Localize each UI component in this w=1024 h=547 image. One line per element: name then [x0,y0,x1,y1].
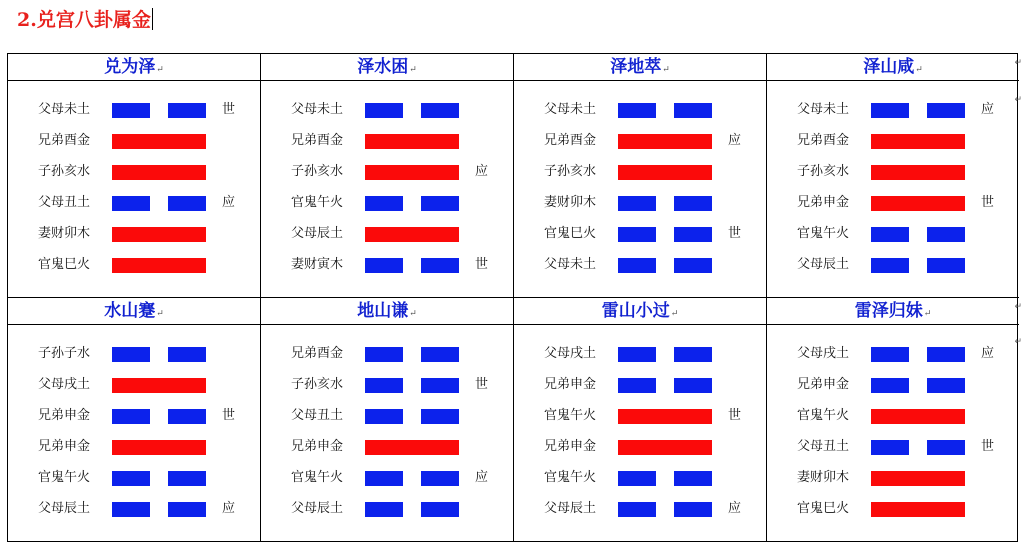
yao-line [261,500,513,518]
yao-label: 妻财寅木 [291,257,344,272]
hexagram-title [767,54,1019,81]
yin-bar-segment [168,196,206,211]
yin-bar-segment [674,471,712,486]
yao-line [767,469,1019,487]
yin-bar-segment [674,196,712,211]
yao-line [8,469,260,487]
yao-label: 父母未土 [544,102,597,117]
yin-bar-segment [168,471,206,486]
yin-bar-segment [112,471,150,486]
yao-line [8,256,260,274]
hexagram-name: 兑为泽 [104,57,156,77]
paragraph-mark: ↵ [409,65,417,75]
yao-label: 父母未土 [38,102,91,117]
yang-bar [871,165,965,180]
hexagram-name: 雷山小过 [601,301,670,321]
cell-end-mark: ↵ [1014,337,1022,347]
yin-bar-segment [674,502,712,517]
yang-bar [112,165,206,180]
yin-bar-segment [421,103,459,118]
yin-bar-segment [618,227,656,242]
yang-bar [112,227,206,242]
yao-line [261,132,513,150]
shi-ying-tag: 世 [728,408,742,423]
paragraph-mark: ↵ [670,309,679,319]
yin-bar-segment [871,378,909,393]
hexagram-cell [261,54,514,298]
yao-label: 父母丑土 [38,195,91,210]
yao-label: 子孙亥水 [797,164,850,179]
paragraph-mark: ↵ [923,309,932,319]
shi-ying-tag: 应 [475,164,489,179]
yao-line [8,376,260,394]
yao-line [261,256,513,274]
yao-line [767,345,1019,363]
document-heading [17,5,153,32]
hexagram-title [261,298,513,325]
shi-ying-tag: 应 [728,501,742,516]
yao-line [8,132,260,150]
yin-bar-segment [927,103,965,118]
yao-line [8,407,260,425]
yin-bar-segment [365,347,403,362]
yao-line [514,163,766,181]
yin-bar-segment [421,471,459,486]
yin-bar-segment [927,258,965,273]
hexagram-name: 泽山咸 [863,57,915,77]
yin-bar-segment [618,502,656,517]
yao-line [514,345,766,363]
yin-bar-segment [421,258,459,273]
yao-label: 父母丑土 [797,439,850,454]
yin-bar-segment [618,258,656,273]
yao-label: 官鬼午火 [797,408,850,423]
yang-bar [112,258,206,273]
hexagram-cell [767,298,1019,541]
yin-bar-segment [421,347,459,362]
hexagram-cell [8,298,261,541]
yang-bar [871,502,965,517]
yin-bar-segment [927,378,965,393]
yin-bar-segment [871,440,909,455]
yang-bar [618,165,712,180]
yin-bar-segment [421,502,459,517]
yin-bar-segment [421,378,459,393]
hexagram-title [8,54,260,81]
shi-ying-tag: 应 [981,346,995,361]
yao-line [767,438,1019,456]
yin-bar-segment [674,103,712,118]
yao-label: 子孙亥水 [291,164,344,179]
yao-line [8,194,260,212]
yao-label: 父母未土 [797,102,850,117]
yao-line [767,500,1019,518]
hexagram-name: 水山蹇 [104,301,156,321]
yang-bar [618,134,712,149]
yao-label: 官鬼巳火 [38,257,91,272]
yao-label: 兄弟酉金 [38,133,91,148]
yao-line [8,225,260,243]
cell-end-mark: ↵ [1014,58,1022,68]
hexagram-cell [261,298,514,541]
yao-line [261,438,513,456]
yin-bar-segment [112,196,150,211]
paragraph-mark: ↵ [409,309,417,319]
yao-label: 兄弟申金 [544,377,597,392]
yin-bar-segment [365,196,403,211]
shi-ying-tag: 世 [475,377,489,392]
yao-label: 兄弟申金 [38,439,91,454]
yao-label: 子孙亥水 [291,377,344,392]
yin-bar-segment [927,440,965,455]
shi-ying-tag: 世 [728,226,742,241]
yang-bar [618,409,712,424]
yao-line [514,438,766,456]
yin-bar-segment [112,502,150,517]
yang-bar [112,134,206,149]
yang-bar [365,165,459,180]
yao-line [261,345,513,363]
yin-bar-segment [168,103,206,118]
shi-ying-tag: 世 [981,439,995,454]
hexagram-title [767,298,1019,325]
yao-line [514,225,766,243]
yin-bar-segment [674,258,712,273]
yin-bar-segment [618,347,656,362]
yao-label: 官鬼巳火 [797,501,850,516]
yin-bar-segment [871,258,909,273]
hexagram-title [8,298,260,325]
yao-label: 兄弟申金 [291,439,344,454]
paragraph-mark: ↵ [156,309,164,319]
shi-ying-tag: 应 [222,501,236,516]
yao-label: 父母戌土 [38,377,91,392]
yao-label: 父母戌土 [544,346,597,361]
yin-bar-segment [618,196,656,211]
yin-bar-segment [927,347,965,362]
yao-line [261,376,513,394]
yao-line [767,194,1019,212]
yao-label: 官鬼午火 [291,195,344,210]
yao-line [8,500,260,518]
yao-label: 官鬼午火 [544,408,597,423]
yin-bar-segment [365,502,403,517]
shi-ying-tag: 应 [222,195,236,210]
yin-bar-segment [871,347,909,362]
yao-label: 兄弟申金 [38,408,91,423]
shi-ying-tag: 世 [475,257,489,272]
yao-label: 父母辰土 [38,501,91,516]
yang-bar [871,196,965,211]
yao-label: 子孙子水 [38,346,91,361]
hexagram-cell [514,298,767,541]
yao-label: 父母辰土 [797,257,850,272]
yao-line [261,407,513,425]
hexagram-name: 泽地萃 [610,57,662,77]
yin-bar-segment [168,347,206,362]
yao-line [767,163,1019,181]
shi-ying-tag: 应 [728,133,742,148]
hexagram-title [261,54,513,81]
yin-bar-segment [618,378,656,393]
yao-label: 父母辰土 [291,226,344,241]
yao-label: 兄弟申金 [797,377,850,392]
hexagram-table [7,53,1018,542]
yang-bar [112,378,206,393]
yao-line [514,469,766,487]
shi-ying-tag: 世 [981,195,995,210]
yao-line [8,101,260,119]
yao-line [514,376,766,394]
text-cursor [152,8,153,30]
yin-bar-segment [112,103,150,118]
yao-line [261,101,513,119]
hexagram-title [514,54,766,81]
yao-line [767,132,1019,150]
yin-bar-segment [168,502,206,517]
yao-line [261,469,513,487]
yang-bar [871,409,965,424]
yin-bar-segment [168,409,206,424]
yao-line [514,101,766,119]
paragraph-mark: ↵ [662,65,670,75]
paragraph-mark: ↵ [915,65,923,75]
yin-bar-segment [421,409,459,424]
yao-label: 官鬼午火 [38,470,91,485]
yin-bar-segment [365,471,403,486]
hexagram-cell [8,54,261,298]
yao-line [767,256,1019,274]
yin-bar-segment [365,409,403,424]
yao-label: 父母未土 [544,257,597,272]
yao-label: 官鬼午火 [797,226,850,241]
yin-bar-segment [871,227,909,242]
cell-end-mark: ↵ [1014,302,1022,312]
yin-bar-segment [112,347,150,362]
yao-line [8,163,260,181]
yao-line [514,194,766,212]
cell-end-mark: ↵ [1014,95,1022,105]
hexagram-title [514,298,766,325]
yin-bar-segment [618,103,656,118]
yin-bar-segment [365,378,403,393]
hexagram-name: 雷泽归妹 [854,301,923,321]
yin-bar-segment [618,471,656,486]
yin-bar-segment [112,409,150,424]
yao-line [767,407,1019,425]
yao-line [514,407,766,425]
shi-ying-tag: 世 [222,102,236,117]
yao-line [8,438,260,456]
yao-label: 兄弟酉金 [544,133,597,148]
yao-line [514,500,766,518]
yao-line [261,194,513,212]
yang-bar [871,134,965,149]
yao-line [8,345,260,363]
yao-label: 兄弟申金 [797,195,850,210]
yin-bar-segment [927,227,965,242]
paragraph-mark: ↵ [156,65,164,75]
yao-label: 父母辰土 [291,501,344,516]
shi-ying-tag: 应 [981,102,995,117]
yao-line [514,132,766,150]
yao-label: 父母未土 [291,102,344,117]
yin-bar-segment [674,347,712,362]
hexagram-cell [767,54,1019,298]
yao-line [261,163,513,181]
yao-label: 兄弟酉金 [291,346,344,361]
yao-label: 官鬼午火 [291,470,344,485]
yin-bar-segment [421,196,459,211]
yao-line [767,376,1019,394]
yang-bar [871,471,965,486]
yao-label: 妻财卯木 [38,226,91,241]
yao-label: 兄弟申金 [544,439,597,454]
yao-label: 父母丑土 [291,408,344,423]
shi-ying-tag: 世 [222,408,236,423]
yang-bar [618,440,712,455]
hexagram-cell [514,54,767,298]
yao-label: 官鬼午火 [544,470,597,485]
yao-label: 子孙亥水 [544,164,597,179]
yao-label: 官鬼巳火 [544,226,597,241]
yin-bar-segment [871,103,909,118]
yin-bar-segment [674,227,712,242]
yin-bar-segment [674,378,712,393]
yao-label: 兄弟酉金 [291,133,344,148]
hexagram-name: 泽水困 [357,57,409,77]
hexagram-name: 地山谦 [357,301,409,321]
yao-label: 父母辰土 [544,501,597,516]
yao-label: 子孙亥水 [38,164,91,179]
yao-line [767,101,1019,119]
yao-line [767,225,1019,243]
yao-label: 兄弟酉金 [797,133,850,148]
yang-bar [112,440,206,455]
yao-line [261,225,513,243]
yang-bar [365,227,459,242]
yang-bar [365,440,459,455]
yin-bar-segment [365,103,403,118]
yin-bar-segment [365,258,403,273]
heading-text: 2.兑宫八卦属金 [17,9,151,31]
yang-bar [365,134,459,149]
yao-label: 妻财卯木 [797,470,850,485]
yao-label: 父母戌土 [797,346,850,361]
shi-ying-tag: 应 [475,470,489,485]
yao-label: 妻财卯木 [544,195,597,210]
yao-line [514,256,766,274]
